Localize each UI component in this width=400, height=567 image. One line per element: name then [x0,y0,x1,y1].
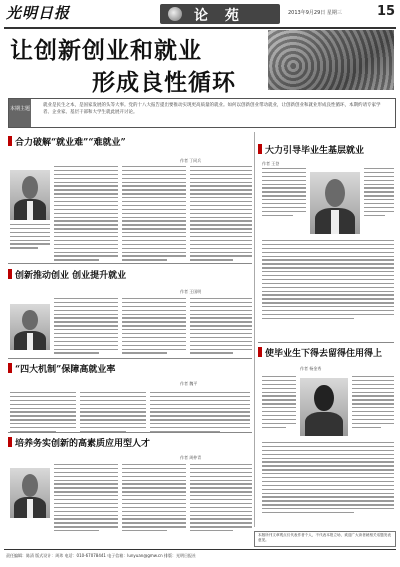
article-title-text: 创新推动创业 创业提升就业 [15,271,127,281]
article-body [364,168,394,219]
article-byline: 作者 王国明 [180,289,202,294]
article-body [190,464,252,534]
article-title [8,362,115,375]
article-body [54,298,118,356]
article-byline: 作者 丁同兵 [180,158,202,163]
article-byline: 作者 王登 [262,161,280,166]
article-body [54,464,118,534]
editor-note-tag: 本期主题 [9,99,31,127]
article-byline: 作者 魏平 [180,381,198,386]
article-body [190,166,252,263]
issue-date: 2013年9月29日 星期三 [288,10,342,16]
red-bullet-icon [8,363,12,373]
article-byline: 作者 周仲青 [180,455,202,460]
article-title [8,268,126,281]
red-bullet-icon [258,347,262,357]
article-body [262,376,296,430]
main-headline-line2: 形成良性循环 [92,69,236,96]
section-rule [8,263,252,264]
footer-rule [4,549,396,550]
article-body [122,464,186,534]
author-portrait [10,170,50,220]
article-title-text: 合力破解“就业难”“难就业” [15,138,126,148]
article-title-text: “四大机制”保障高就业率 [15,365,116,375]
article-body [80,392,146,435]
section-rule [8,358,252,359]
editorial-footnote: 本版所刊文章观点仅代表作者个人，不代表本报立场，欢迎广大读者就相关话题发表意见。 [258,533,391,542]
article-body [54,166,118,263]
red-bullet-icon [8,136,12,146]
article-body [10,392,76,435]
section-rule [8,432,252,433]
main-headline-line1: 让创新创业和就业 [10,37,202,64]
page-footer: 责任编辑：陈清 版式设计：周玮 电话：010-67078441 电子信箱：lunyuan@gmw.cn 排版：光明日报社 [6,553,196,558]
article-title [8,135,126,148]
article-byline: 作者 杨金秀 [300,366,322,371]
editor-note-text: 就业是民生之本，是国家发展的头等大事。党的十八大报告提出要推动实现更高质量的就业。如何以创新创业带动就业，让创新创业和就业形成良性循环，本期约请专家学者、企业家、基层干部和大学生就此展开讨论。 [43,103,381,115]
red-bullet-icon [8,269,12,279]
crowd-photo-texture [268,30,394,90]
page-number: 15 [377,4,396,19]
article-title [258,346,382,359]
article-body [190,298,252,356]
article-title-text: 使毕业生下得去留得住用得上 [265,349,383,359]
article-body [122,166,186,263]
article-body [262,240,394,322]
section-rule [258,342,394,343]
article-title-text: 大力引导毕业生基层就业 [265,146,365,156]
section-title: 论 苑 [194,8,245,24]
author-portrait [10,468,50,518]
article-body [150,392,250,435]
author-portrait [300,378,348,436]
article-body [122,298,186,356]
article-body [10,224,50,251]
article-title [8,436,150,449]
article-title [258,143,364,156]
article-body [262,168,306,219]
globe-icon [168,7,182,21]
author-portrait [310,172,360,234]
newspaper-logo: 光明日报 [6,4,71,22]
editor-note-box [8,98,396,128]
masthead-rule [4,27,396,29]
author-portrait [10,304,50,350]
article-body [262,442,394,516]
red-bullet-icon [258,144,262,154]
red-bullet-icon [8,437,12,447]
column-divider [254,132,255,527]
article-title-text: 培养务实创新的高素质应用型人才 [15,439,151,449]
article-body [352,376,394,430]
masthead [0,0,400,28]
